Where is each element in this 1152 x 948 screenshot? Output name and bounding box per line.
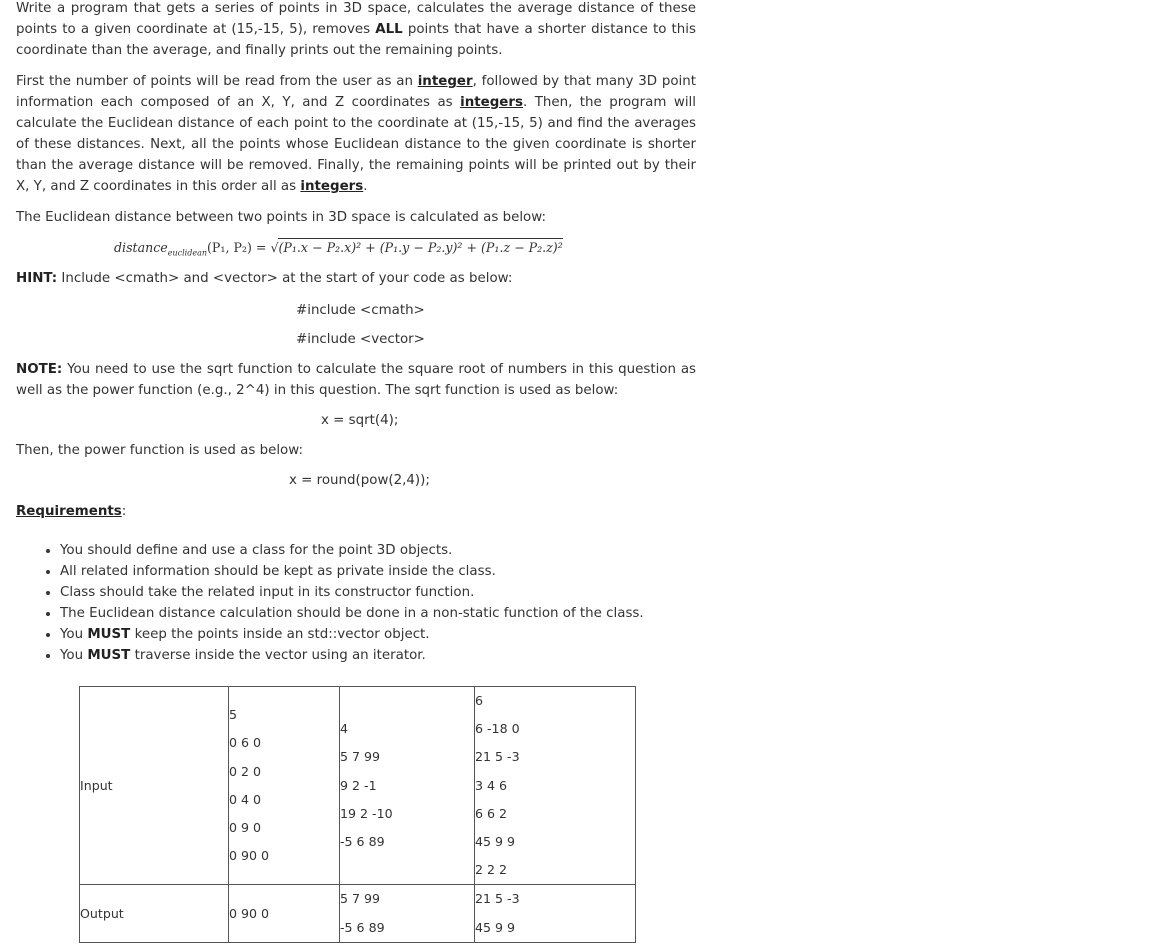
cell-line: 6 6 2 — [475, 805, 508, 821]
cell-line: -5 6 89 — [340, 834, 385, 850]
cell-line: -5 6 89 — [340, 919, 385, 935]
note-paragraph — [16, 359, 696, 401]
list-item — [60, 603, 644, 624]
list-item — [60, 561, 644, 582]
requirements-colon: : — [121, 504, 127, 519]
input-cell — [475, 687, 636, 885]
desc-text-b: , followed by that many 3D point information each composed of an X, Y, and Z coordinates as — [16, 74, 696, 110]
list-item — [60, 645, 644, 666]
formula-radicand: (P₁.x − P₂.x)² + (P₁.y − P₂.y)² + (P₁.z − P₂.z)² — [278, 240, 563, 255]
requirement-text: You — [60, 648, 88, 663]
output-cell — [475, 885, 636, 942]
sqrt-code: x = sqrt(4); — [321, 413, 399, 428]
emphasis-integers: integers — [460, 95, 523, 110]
requirement-text-end: keep the points inside an std::vector object. — [130, 627, 430, 642]
list-item — [60, 540, 644, 561]
cell-line: 2 2 2 — [475, 862, 508, 878]
input-cell — [340, 687, 475, 885]
input-cell — [229, 687, 340, 885]
euclidean-intro: The Euclidean distance between two points in 3D space is calculated as below: — [16, 210, 546, 225]
cell-line: 0 6 0 — [229, 735, 262, 751]
requirement-text: You should define and use a class for the point 3D objects. — [60, 543, 453, 558]
power-intro: Then, the power function is used as below: — [16, 443, 303, 458]
intro-bold-all: ALL — [375, 22, 403, 37]
formula-lhs-subscript: euclidean — [167, 248, 208, 258]
cell-line: 45 9 9 — [475, 919, 516, 935]
cell-line: 21 5 -3 — [475, 891, 520, 907]
desc-text-c: . Then, the program will calculate the Euclidean distance of each point to the coordinate at (15,-15, 5) and find the averages of these distances. Next, all the points whose Euclidean distance to the given coordinate is shorter than the average distance will be removed. Finally, the remaining points will be printed out by their X, Y, and Z coordinates in this order all as — [16, 95, 696, 194]
sample-io-table — [79, 686, 636, 943]
requirements-list — [40, 540, 644, 666]
desc-text-a: First the number of points will be read from the user as an — [16, 74, 418, 89]
requirement-text: All related information should be kept as private inside the class. — [60, 564, 496, 579]
include-vector: #include <vector> — [296, 332, 425, 347]
cell-line: 0 2 0 — [229, 763, 262, 779]
emphasis-integer: integer — [417, 74, 473, 89]
list-item — [60, 582, 644, 603]
cell-line: 3 4 6 — [475, 777, 508, 793]
cell-line: 0 4 0 — [229, 791, 262, 807]
output-label: Output — [80, 885, 229, 942]
hint-text: Include <cmath> and <vector> at the start of your code as below: — [57, 271, 513, 286]
cell-line: 6 — [475, 693, 484, 708]
requirement-must: MUST — [87, 627, 131, 642]
output-cell — [340, 885, 475, 942]
requirement-text: The Euclidean distance calculation should be done in a non-static function of the class. — [60, 606, 644, 621]
cell-line: 0 90 0 — [229, 848, 270, 864]
include-cmath: #include <cmath> — [296, 303, 425, 318]
cell-line: 19 2 -10 — [340, 805, 393, 821]
requirements-heading — [16, 504, 126, 519]
pow-code: x = round(pow(2,4)); — [289, 473, 430, 488]
cell-line: 4 — [340, 721, 349, 737]
list-item — [60, 624, 644, 645]
cell-line: 6 -18 0 — [475, 721, 520, 737]
output-cell — [229, 885, 340, 942]
cell-line: 21 5 -3 — [475, 749, 520, 765]
intro-text-end: points that have a shorter distance to this coordinate than the average, and finally prints out the remaining points. — [16, 22, 696, 58]
cell-line: 9 2 -1 — [340, 777, 377, 793]
cell-line: 5 7 99 — [340, 749, 381, 765]
requirement-text: You — [60, 627, 88, 642]
emphasis-integers-2: integers — [300, 179, 364, 194]
cell-line: 0 9 0 — [229, 819, 262, 835]
table-row-output — [80, 885, 636, 942]
table-row-input — [80, 687, 636, 885]
cell-line: 5 7 99 — [340, 891, 381, 907]
hint-label: HINT: — [16, 271, 58, 286]
formula-lhs: distance — [114, 240, 168, 255]
cell-line: 5 — [229, 707, 238, 723]
desc-text-end: . — [363, 179, 368, 194]
note-label: NOTE: — [16, 362, 63, 377]
sqrt-icon: √ — [270, 240, 279, 255]
requirement-text-end: traverse inside the vector using an iterator. — [130, 648, 426, 663]
hint-line — [16, 271, 512, 286]
input-label: Input — [80, 687, 229, 885]
intro-text: Write a program that gets a series of points in 3D space, calculates the average distance of these points to a given coordinate at (15,-15, 5), removes — [16, 1, 696, 37]
cell-line: 0 90 0 — [229, 905, 270, 921]
formula-args: (P₁, P₂) = — [207, 240, 271, 255]
intro-paragraph — [16, 0, 696, 61]
input-description-paragraph — [16, 71, 696, 197]
requirement-must: MUST — [87, 648, 131, 663]
cell-line: 45 9 9 — [475, 834, 516, 850]
requirement-text: Class should take the related input in its constructor function. — [60, 585, 475, 600]
euclidean-formula — [114, 238, 563, 258]
note-text: You need to use the sqrt function to calculate the square root of numbers in this question as well as the power function (e.g., 2^4) in this question. The sqrt function is used as below: — [16, 362, 696, 398]
requirements-title: Requirements — [16, 504, 122, 519]
